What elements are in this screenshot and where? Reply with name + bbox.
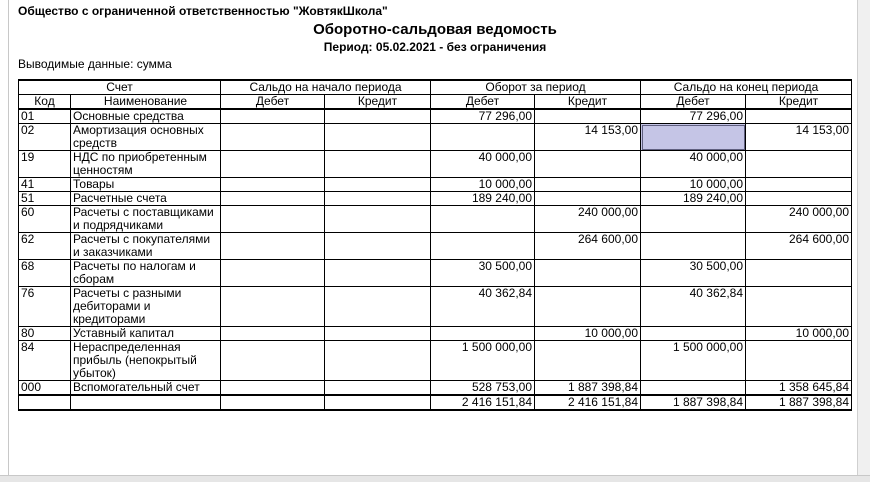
table-row [19,206,852,233]
closing-credit[interactable] [746,260,852,287]
turnover-credit[interactable] [535,260,641,287]
table-row [19,381,852,396]
header-group-row [19,80,852,95]
table-row [19,341,852,381]
opening-debit[interactable] [221,124,325,151]
report-period: Период: 05.02.2021 - без ограничения [323,40,547,54]
group-opening-balance: Сальдо на начало периода [221,80,431,95]
closing-credit[interactable] [746,109,852,124]
closing-credit[interactable] [746,151,852,178]
col-turnover-credit: Кредит [535,95,641,110]
account-name[interactable]: Расчеты с разными дебиторами и кредиторами [71,287,221,327]
account-name[interactable]: Амортизация основных средств [71,124,221,151]
table-row [19,287,852,327]
opening-credit[interactable] [325,109,431,124]
table-row [19,327,852,341]
output-data-label: Выводимые данные: сумма [18,57,172,71]
turnover-debit[interactable]: 40 362,84 [431,287,535,327]
turnover-credit[interactable] [535,109,641,124]
turnover-debit[interactable]: 189 240,00 [431,192,535,206]
account-code[interactable]: 02 [19,124,71,151]
col-opening-debit: Дебет [221,95,325,110]
closing-credit[interactable] [746,178,852,192]
turnover-debit[interactable]: 10 000,00 [431,178,535,192]
turnover-debit[interactable] [431,327,535,341]
account-code[interactable]: 000 [19,381,71,396]
closing-debit[interactable]: 40 000,00 [641,151,746,178]
totals-name[interactable] [71,395,221,410]
account-name[interactable]: НДС по приобретенным ценностям [71,151,221,178]
account-code[interactable]: 01 [19,109,71,124]
closing-debit[interactable]: 1 500 000,00 [641,341,746,381]
totals-code[interactable] [19,395,71,410]
turnover-credit[interactable]: 264 600,00 [535,233,641,260]
opening-debit[interactable] [221,192,325,206]
opening-credit[interactable] [325,341,431,381]
opening-debit[interactable] [221,109,325,124]
opening-credit[interactable] [325,233,431,260]
closing-debit[interactable]: 189 240,00 [641,192,746,206]
col-opening-credit: Кредит [325,95,431,110]
totals-row [19,395,852,410]
account-name[interactable]: Расчеты по налогам и сборам [71,260,221,287]
turnover-debit[interactable]: 40 000,00 [431,151,535,178]
account-name[interactable]: Расчетные счета [71,192,221,206]
table-row [19,260,852,287]
total-opening-credit[interactable] [325,395,431,410]
turnover-debit[interactable]: 77 296,00 [431,109,535,124]
organization-name: Общество с ограниченной ответственностью "ЖовтякШкола" [18,4,388,18]
closing-credit[interactable]: 240 000,00 [746,206,852,233]
turnover-debit[interactable]: 30 500,00 [431,260,535,287]
opening-debit[interactable] [221,178,325,192]
opening-credit[interactable] [325,260,431,287]
group-closing-balance: Сальдо на конец периода [641,80,852,95]
closing-credit[interactable]: 14 153,00 [746,124,852,151]
col-closing-credit: Кредит [746,95,852,110]
account-code[interactable]: 68 [19,260,71,287]
report-title: Оборотно-сальдовая ведомость [313,21,557,38]
account-code[interactable]: 76 [19,287,71,327]
account-name[interactable]: Расчеты с покупателями и заказчиками [71,233,221,260]
opening-credit[interactable] [325,327,431,341]
opening-debit[interactable] [221,381,325,396]
closing-debit[interactable]: 30 500,00 [641,260,746,287]
account-code[interactable]: 41 [19,178,71,192]
turnover-credit[interactable] [535,178,641,192]
left-margin-line [8,0,9,481]
turnover-credit[interactable] [535,151,641,178]
closing-credit[interactable]: 264 600,00 [746,233,852,260]
closing-credit[interactable]: 1 358 645,84 [746,381,852,396]
account-name[interactable]: Основные средства [71,109,221,124]
col-closing-debit: Дебет [641,95,746,110]
opening-debit[interactable] [221,206,325,233]
col-turnover-debit: Дебет [431,95,535,110]
col-code: Код [19,95,71,110]
account-code[interactable]: 60 [19,206,71,233]
header-column-row [19,95,852,110]
table-row [19,233,852,260]
account-name[interactable]: Вспомогательный счет [71,381,221,396]
turnover-credit[interactable]: 10 000,00 [535,327,641,341]
turnover-credit[interactable] [535,287,641,327]
opening-credit[interactable] [325,151,431,178]
vertical-scrollbar[interactable] [857,0,870,481]
account-code[interactable]: 84 [19,341,71,381]
account-code[interactable]: 80 [19,327,71,341]
opening-credit[interactable] [325,192,431,206]
account-code[interactable]: 51 [19,192,71,206]
total-turnover-debit[interactable]: 2 416 151,84 [431,395,535,410]
turnover-debit[interactable] [431,206,535,233]
group-account: Счет [19,80,221,95]
turnover-credit[interactable]: 240 000,00 [535,206,641,233]
turnover-credit[interactable] [535,341,641,381]
turnover-debit[interactable]: 1 500 000,00 [431,341,535,381]
closing-debit[interactable] [641,327,746,341]
opening-debit[interactable] [221,287,325,327]
table-row [19,192,852,206]
total-turnover-credit[interactable]: 2 416 151,84 [535,395,641,410]
turnover-debit[interactable]: 528 753,00 [431,381,535,396]
table-row [19,124,852,151]
closing-debit[interactable] [641,233,746,260]
closing-debit[interactable]: 40 362,84 [641,287,746,327]
opening-debit[interactable] [221,341,325,381]
account-code[interactable]: 19 [19,151,71,178]
group-turnover: Оборот за период [431,80,641,95]
opening-credit[interactable] [325,381,431,396]
account-name[interactable]: Товары [71,178,221,192]
closing-debit[interactable]: 10 000,00 [641,178,746,192]
opening-credit[interactable] [325,287,431,327]
opening-debit[interactable] [221,260,325,287]
closing-credit[interactable] [746,287,852,327]
opening-debit[interactable] [221,327,325,341]
table-row [19,109,852,124]
closing-credit[interactable]: 10 000,00 [746,327,852,341]
closing-debit[interactable] [641,206,746,233]
turnover-debit[interactable] [431,124,535,151]
opening-debit[interactable] [221,233,325,260]
closing-debit[interactable] [641,124,746,151]
account-code[interactable]: 62 [19,233,71,260]
turnover-credit[interactable]: 14 153,00 [535,124,641,151]
closing-credit[interactable] [746,341,852,381]
opening-credit[interactable] [325,124,431,151]
table-row [19,151,852,178]
total-closing-debit[interactable]: 1 887 398,84 [641,395,746,410]
opening-debit[interactable] [221,151,325,178]
total-closing-credit[interactable]: 1 887 398,84 [746,395,852,410]
turnover-credit[interactable] [535,192,641,206]
closing-credit[interactable] [746,192,852,206]
opening-credit[interactable] [325,206,431,233]
closing-debit[interactable] [641,381,746,396]
turnover-debit[interactable] [431,233,535,260]
closing-debit[interactable]: 77 296,00 [641,109,746,124]
account-name[interactable]: Нераспределенная прибыль (непокрытый убыток) [71,341,221,381]
col-name: Наименование [71,95,221,110]
account-name[interactable]: Уставный капитал [71,327,221,341]
total-opening-debit[interactable] [221,395,325,410]
turnover-balance-sheet [18,79,852,411]
account-name[interactable]: Расчеты с поставщиками и подрядчиками [71,206,221,233]
table-row [19,178,852,192]
turnover-credit[interactable]: 1 887 398,84 [535,381,641,396]
opening-credit[interactable] [325,178,431,192]
